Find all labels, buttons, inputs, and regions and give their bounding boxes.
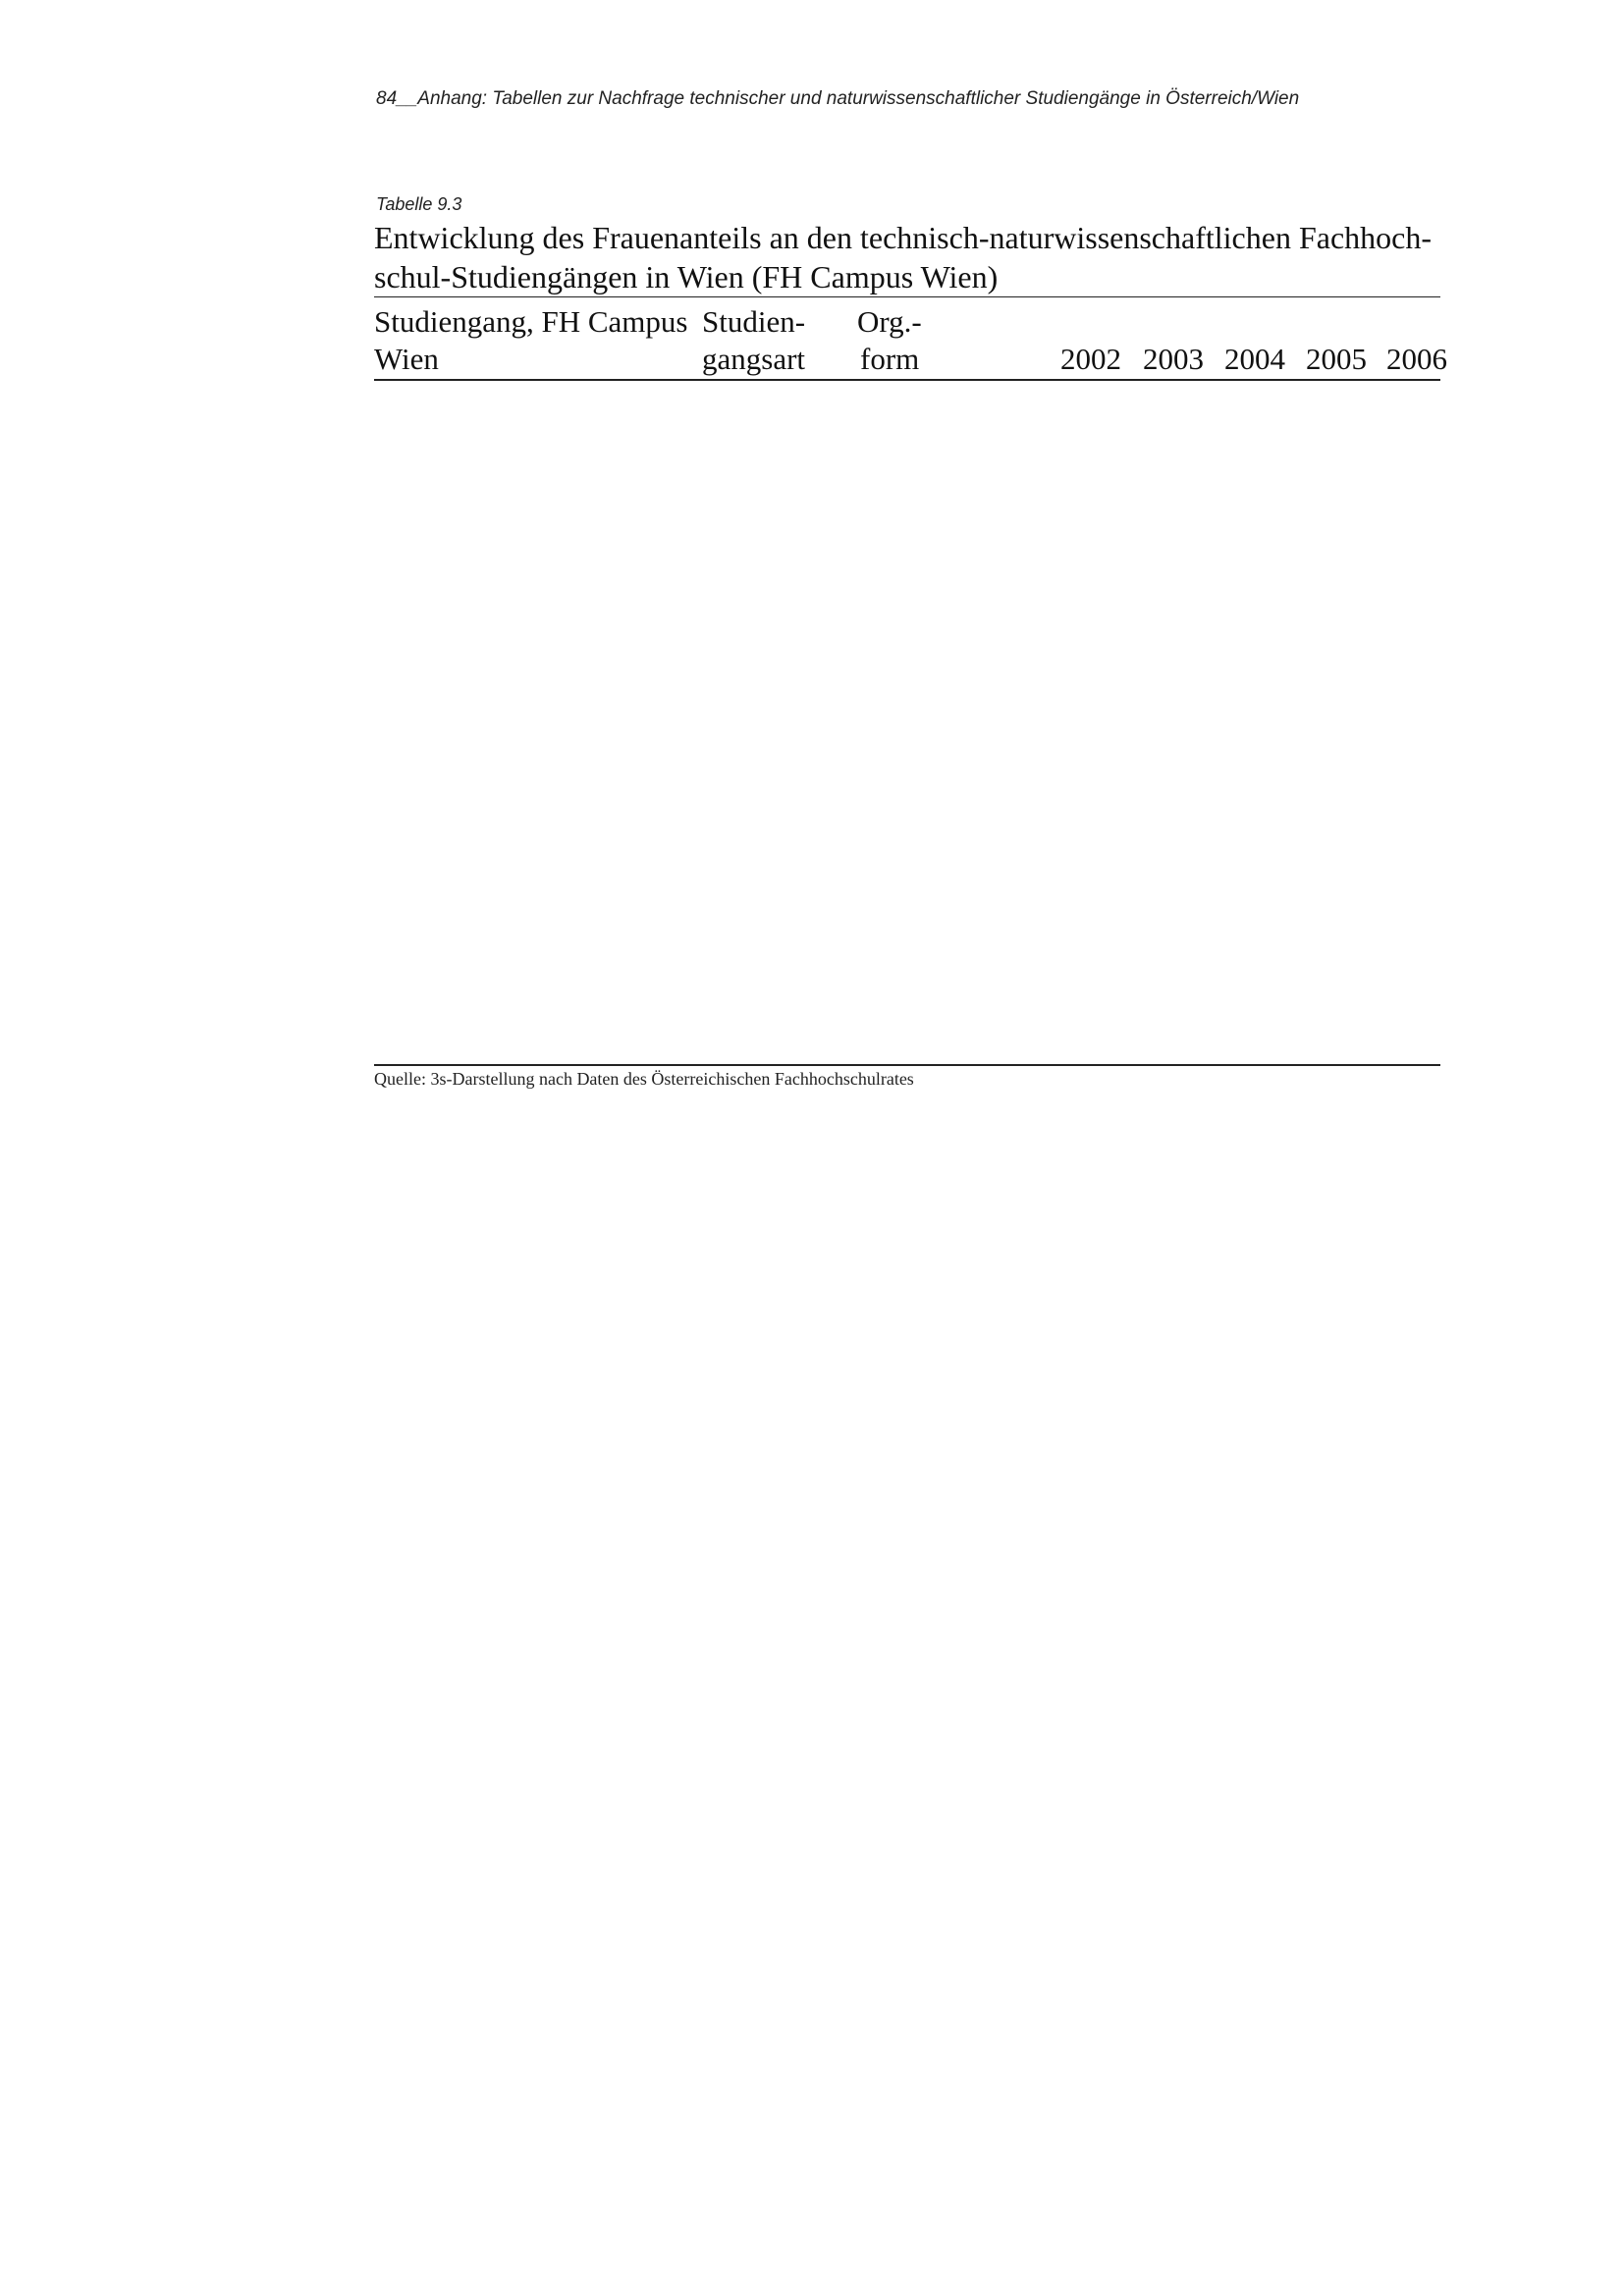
table-title — [374, 218, 1439, 296]
header-studiengang: Studiengang, FH Campus — [374, 304, 688, 339]
header-studiengang: Wien — [374, 342, 439, 376]
header-org: form — [860, 342, 920, 376]
source-note: Quelle: 3s-Darstellung nach Daten des Österreichischen Fachhochschulrates — [374, 1069, 914, 1089]
table-label: Tabelle 9.3 — [376, 194, 462, 214]
table-title-line: schul-Studiengängen in Wien (FH Campus Wien) — [374, 259, 999, 294]
table-header-rule — [374, 379, 1440, 381]
header-org: Org.- — [857, 304, 922, 339]
table-title-line: Entwicklung des Frauenanteils an den technisch-naturwissenschaftlichen Fachhoch- — [374, 220, 1432, 255]
table-top-rule — [374, 296, 1440, 297]
header-year: 2006 — [1386, 342, 1447, 376]
header-year: 2003 — [1143, 342, 1204, 376]
header-art: gangsart — [702, 342, 806, 376]
header-art: Studien- — [702, 304, 806, 339]
table-bottom-rule — [374, 1064, 1440, 1066]
header-year: 2005 — [1306, 342, 1367, 376]
header-year: 2004 — [1224, 342, 1285, 376]
header-year: 2002 — [1060, 342, 1121, 376]
running-head: 84__Anhang: Tabellen zur Nachfrage technischer und naturwissenschaftlicher Studiengänge in Österreich/Wien — [376, 88, 1300, 109]
